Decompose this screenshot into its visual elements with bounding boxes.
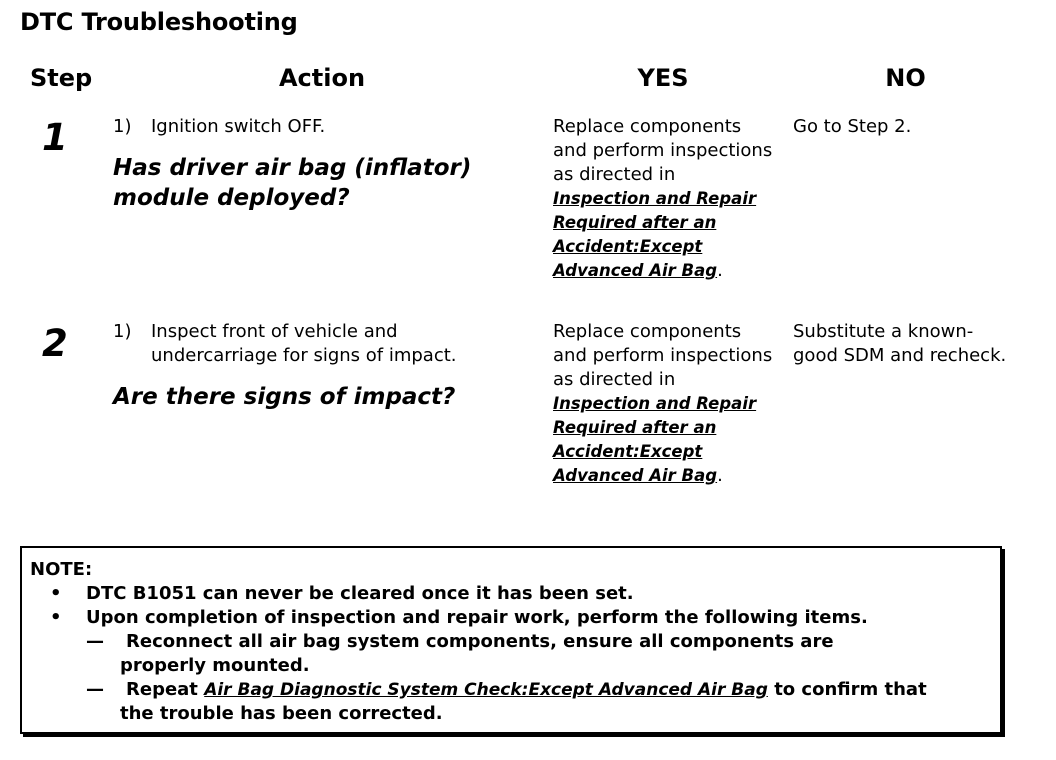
note-sub-1-line1: Reconnect all air bag system components, ensure all components are [126,631,834,652]
step-2-yes-end: . [717,465,723,486]
note-bullet-2 [30,606,992,630]
note-bullet-2-text: Upon completion of inspection and repair work, perform the following items. [86,607,868,628]
step-2-action [113,320,543,412]
note-bullet-1-text: DTC B1051 can never be cleared once it has been set. [86,583,634,604]
step-1-yes-text: Replace components and perform inspections as directed in [553,116,773,185]
header-no: NO [885,64,926,92]
step-2-action-num: 1) [113,321,132,342]
step-1-yes [553,115,778,283]
step-1-number: 1 [42,116,68,159]
note-sub-2-pre: Repeat [126,679,198,700]
note-sub-2-line2: the trouble has been corrected. [120,703,443,724]
note-sub-1-line2: properly mounted. [120,655,310,676]
step-1-yes-link[interactable]: Inspection and Repair Required after an Accident:Except Advanced Air Bag [553,189,757,280]
step-1-yes-end: . [717,260,723,281]
note-sub-2-link[interactable]: Air Bag Diagnostic System Check:Except Advanced Air Bag [204,680,768,700]
note-bullet-1 [30,582,992,606]
note-box [20,546,1002,734]
step-1-action-text: Ignition switch OFF. [151,116,326,137]
bullet-icon: • [50,607,62,628]
step-2-yes [553,320,778,488]
step-1-question: Has driver air bag (inflator) module deployed? [113,155,472,211]
page-title: DTC Troubleshooting [20,8,298,36]
step-1-action [113,115,543,213]
note-sub-1 [30,630,992,654]
step-2-action-text: Inspect front of vehicle and undercarriage for signs of impact. [151,321,457,366]
step-2-yes-link[interactable]: Inspection and Repair Required after an Accident:Except Advanced Air Bag [553,394,757,485]
note-heading: NOTE: [30,559,93,580]
step-1-no: Go to Step 2. [793,116,912,137]
header-yes: YES [637,64,689,92]
step-2-action-item [113,320,543,368]
step-2-number: 2 [42,322,68,365]
dash-icon: — [86,679,104,700]
note-sub-2-line1 [126,678,927,702]
step-2-question: Are there signs of impact? [113,384,456,410]
step-2-yes-text: Replace components and perform inspections as directed in [553,321,773,390]
note-sub-2-post: to confirm that [774,679,927,700]
step-1-action-num: 1) [113,116,132,137]
step-1-action-item [113,115,543,139]
header-step: Step [30,64,93,92]
bullet-icon: • [50,583,62,604]
header-action: Action [278,64,366,92]
note-sub-2 [30,678,992,702]
step-2-no: Substitute a known-good SDM and recheck. [793,321,1007,366]
dash-icon: — [86,631,104,652]
